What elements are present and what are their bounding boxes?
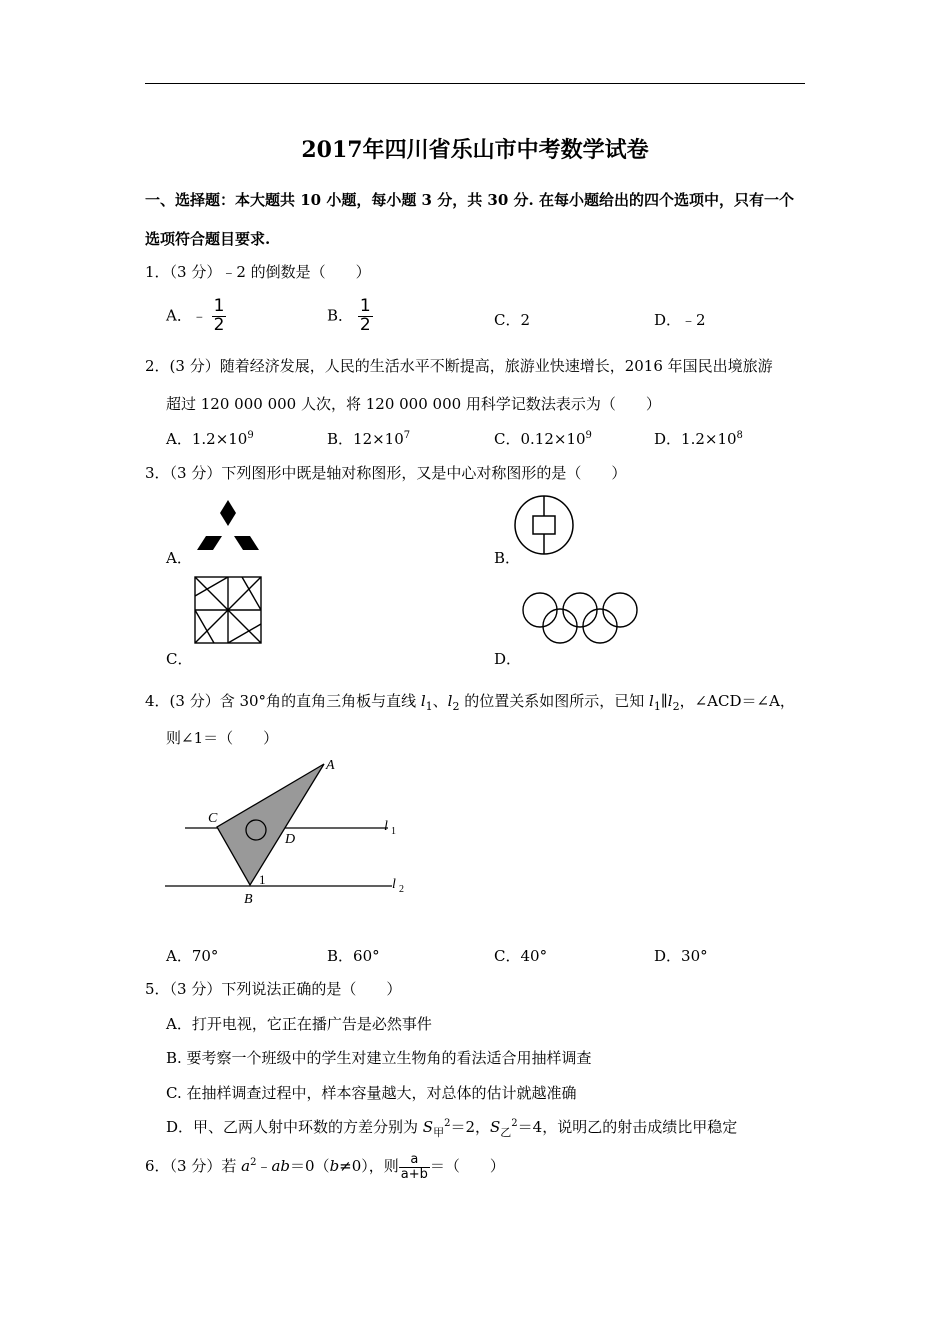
q2-option-a: A．$1.2\times 10^9$ xyxy=(166,430,254,448)
q4-stem-line1: 4．(3 分）含 30°角的直角三角板与直线 $l_1$、$l_2$ 的位置关系如图所示，已知 $l_1\parallel l_2$，∠ACD＝∠A， xyxy=(145,692,795,713)
q4-option-c: C．40° xyxy=(494,947,548,965)
q5-stem: 5．（3 分）下列说法正确的是（ ） xyxy=(145,980,402,998)
q4-option-a: A．70° xyxy=(166,947,219,965)
point-label-a: A xyxy=(326,758,335,773)
q1-stem: 1．（3 分）﹣2 的倒数是（ ） xyxy=(145,263,371,281)
line-label-l1: l xyxy=(384,819,388,834)
q1-option-a: A．﹣ $\frac{1}{2}$ xyxy=(166,296,225,335)
q2-option-b: B．$12\times 10^7$ xyxy=(327,430,411,448)
svg-text:1: 1 xyxy=(391,826,396,837)
page-title: 2017年四川省乐山市中考数学试卷 xyxy=(301,137,649,163)
line-label-l2: l xyxy=(392,877,396,892)
q3-option-d: D． xyxy=(494,650,522,668)
q5-option-c: C. 在抽样调查过程中，样本容量越大，对总体的估计就越准确 xyxy=(166,1084,577,1102)
q5-option-d: D．甲、乙两人射中环数的方差分别为 $S_甲^2=2$，$S_乙^2=4$，说明乙的射击成绩比甲稳定 xyxy=(166,1118,738,1139)
triangle-abc xyxy=(217,764,324,885)
angle-label-1: 1 xyxy=(259,872,266,887)
q1-a-fraction: $\frac{1}{2}$ xyxy=(213,296,225,335)
point-label-c: C xyxy=(208,811,218,826)
diamond-top xyxy=(220,500,236,526)
q2-option-d: D．$1.2\times 10^8$ xyxy=(654,430,743,448)
diamond-right xyxy=(234,536,259,550)
q4-figure-triangle-lines xyxy=(160,752,410,912)
q2-stem-line1: 2．(3 分）随着经济发展，人民的生活水平不断提高，旅游业快速增长，2016 年国民出境旅游 xyxy=(145,357,773,375)
q3-figure-a-three-diamonds xyxy=(193,498,263,556)
header-rule xyxy=(145,83,805,84)
coin-square xyxy=(533,516,555,534)
q3-option-c: C． xyxy=(166,650,193,668)
q1-option-b: B． $\frac{1}{2}$ xyxy=(327,296,371,335)
q1-option-d: D．﹣2 xyxy=(654,311,706,329)
q4-option-d: D．30° xyxy=(654,947,708,965)
q4-option-b: B．60° xyxy=(327,947,380,965)
q6-stem: 6．（3 分）若 $a^2﹣ab=0(b\ne 0)$，则 $\frac{a}{a+b}$ ＝（ ） xyxy=(145,1152,505,1182)
q3-figure-d-olympic-rings xyxy=(520,590,642,650)
q2-stem-line2: 超过 120 000 000 人次，将 120 000 000 用科学记数法表示为（ ） xyxy=(166,395,661,413)
diamond-left xyxy=(197,536,222,550)
q3-stem: 3．（3 分）下列图形中既是轴对称图形，又是中心对称图形的是（ ） xyxy=(145,464,627,482)
q2-option-c: C．$0.12\times 10^9$ xyxy=(494,430,592,448)
q5-option-b: B. 要考察一个班级中的学生对建立生物角的看法适合用抽样调查 xyxy=(166,1049,592,1067)
q1-b-fraction: $\frac{1}{2}$ xyxy=(359,296,371,335)
point-label-d: D xyxy=(285,832,296,847)
q3-option-a: A． xyxy=(166,549,192,567)
q1-option-c: C．2 xyxy=(494,311,531,329)
section-heading-line1: 一、选择题：本大题共 10 小题，每小题 3 分，共 30 分. 在每小题给出的四个选项中，只有一个 xyxy=(145,191,794,209)
q5-option-a: A．打开电视，它正在播广告是必然事件 xyxy=(166,1015,432,1033)
q4-stem-line2: 则∠1＝（ ） xyxy=(166,729,279,747)
point-label-b: B xyxy=(244,892,253,907)
section-heading-line2: 选项符合题目要求. xyxy=(145,230,271,248)
q6-fraction: $\frac{a}{a+b}$ xyxy=(400,1152,428,1182)
svg-text:2: 2 xyxy=(399,884,404,895)
q3-figure-b-coin xyxy=(513,494,575,556)
q3-option-b: B． xyxy=(494,549,521,567)
q3-figure-c-pinwheel xyxy=(194,576,262,644)
